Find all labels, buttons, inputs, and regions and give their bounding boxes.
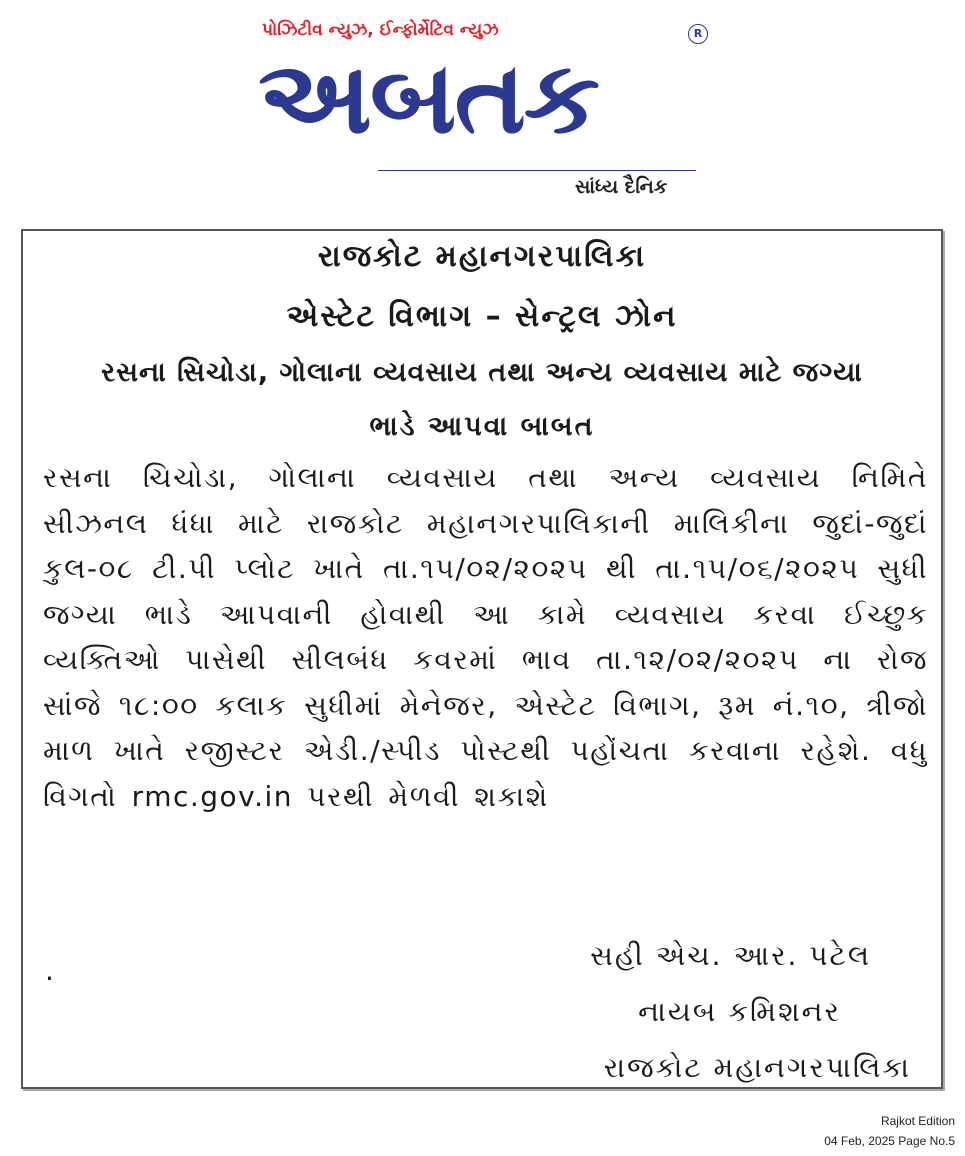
signatory-title: નાયબ કમિશનર	[638, 995, 841, 1028]
footer-date-page: 04 Feb, 2025 Page No.5	[824, 1134, 955, 1148]
signatory-organization: રાજકોટ મહાનગરપાલિકા	[603, 1051, 911, 1084]
masthead	[0, 0, 965, 210]
notice-body: રસના ચિચોડા, ગોલાના વ્યવસાય તથા અન્ય વ્યવસાય નિમિતે સીઝનલ ધંધા માટે રાજકોટ મહાનગરપાલિકાની માલિકીના જુદાં-જુદાં કુલ-૦૮ ટી.પી પ્લોટ ખાતે તા.૧૫/૦૨/૨૦૨૫ થી તા.૧૫/૦૬/૨૦૨૫ સુધી જગ્યા ભાડે આપવાની હોવાથી આ કામે વ્યવસાય કરવા ઈચ્છુક વ્યક્તિઓ પાસેથી સીલબંધ કવરમાં ભાવ તા.૧૨/૦૨/૨૦૨૫ ના રોજ સાંજે ૧૮:૦૦ કલાક સુધીમાં મેનેજર, એસ્ટેટ વિભાગ, રૂમ નં.૧૦, ત્રીજો માળ ખાતે રજીસ્ટર એડી./સ્પીડ પોસ્ટથી પહોંચતા કરવાના રહેશે. વધુ વિગતો rmc.gov.in પરથી મેળવી શકાશે	[43, 461, 928, 813]
public-notice	[21, 229, 943, 1089]
notice-heading-dept: એસ્ટેટ વિભાગ – સેન્ટ્રલ ઝોન	[286, 299, 678, 334]
newspaper-logo: અબતક	[258, 39, 598, 156]
notice-subject-line1: રસના સિચોડા, ગોલાના વ્યવસાય તથા અન્ય વ્યવસાય માટે જગ્યા	[101, 357, 863, 388]
masthead-subtitle: સાંધ્ય દૈનિક	[575, 176, 668, 198]
masthead-rule	[378, 170, 696, 171]
notice-dot: .	[45, 954, 54, 987]
registered-mark-icon: R	[688, 24, 708, 44]
masthead-tagline: પોઝિટીવ ન્યુઝ, ઈન્ફોર્મેટિવ ન્યુઝ	[262, 20, 499, 40]
footer-edition: Rajkot Edition	[880, 1114, 955, 1128]
signatory-name: સહી એચ. આર. પટેલ	[590, 939, 871, 972]
notice-heading-org: રાજકોટ મહાનગરપાલિકા	[317, 239, 647, 274]
notice-subject-line2: ભાડે આપવા બાબત	[369, 411, 595, 442]
